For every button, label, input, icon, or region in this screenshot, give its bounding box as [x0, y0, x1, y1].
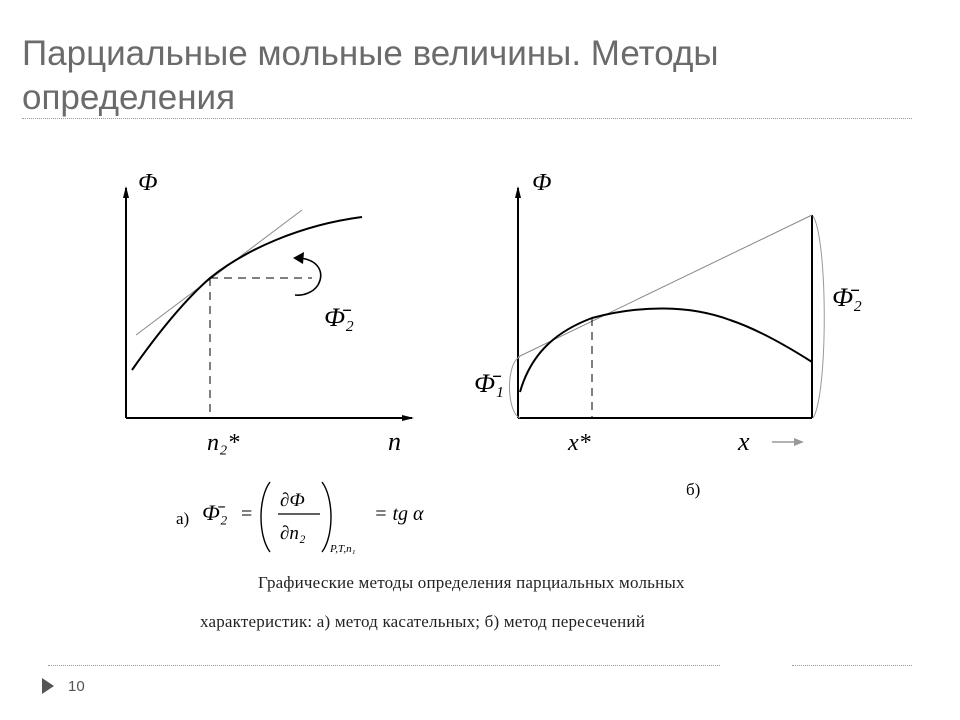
panel-a-x-star-label: n₂* [207, 430, 240, 456]
formula-right-paren [322, 482, 331, 552]
formula-prefix: а) [176, 509, 190, 528]
panel-a-curved-arrow [295, 258, 321, 295]
formula-numerator: ∂Ф [280, 490, 305, 511]
panel-a [123, 170, 414, 456]
panel-a-y-label: Ф [138, 170, 158, 196]
panel-b [474, 170, 862, 499]
formula-denominator: ∂n₂ [280, 523, 306, 544]
panel-b-right-partial-label: Ф̄₂ [832, 283, 862, 312]
panel-b-y-label: Ф [532, 170, 552, 196]
panel-b-y-arrow [515, 186, 521, 198]
formula-eq: = [241, 503, 253, 525]
panel-a-curved-arrow-head [293, 252, 304, 264]
formula-left-paren [261, 482, 270, 552]
formula-subscript: P,T,n₁ [330, 543, 356, 555]
panel-b-x-star-label: x* [568, 430, 591, 456]
panel-a-x-arrow [402, 415, 414, 421]
footer [42, 676, 85, 696]
panel-a-partial-label: Ф̄₂ [324, 303, 354, 332]
panel-b-curve [520, 308, 812, 392]
panel-b-left-partial-label: Ф̄₁ [474, 369, 504, 398]
triangle-bullet-icon [42, 678, 54, 694]
formula-rhs: = tg α [374, 503, 424, 525]
formula-lhs: Ф̄₂ [202, 500, 228, 525]
panel-a-y-arrow [123, 186, 129, 198]
panel-b-x-label: x [738, 427, 750, 456]
panel-b-right-bracket [813, 216, 824, 418]
caption-line-2: характеристик: а) метод касательных; б) метод пересечений [200, 612, 646, 631]
formula-a [176, 482, 424, 555]
footer-divider-right [792, 665, 912, 666]
title-divider [22, 118, 912, 119]
page-number: 10 [68, 677, 85, 695]
panel-a-x-label: n [388, 427, 401, 456]
panel-b-x-arrow-head [794, 438, 804, 446]
panel-b-panel-label: б) [686, 480, 701, 499]
footer-divider-left [48, 665, 720, 666]
slide-title: Парциальные мольные величины. Методы определения [22, 34, 719, 117]
panel-a-curve [132, 217, 362, 370]
caption-line-1: Графические методы определения парциальных мольных [258, 573, 685, 592]
panel-a-tangent-line [136, 210, 302, 335]
